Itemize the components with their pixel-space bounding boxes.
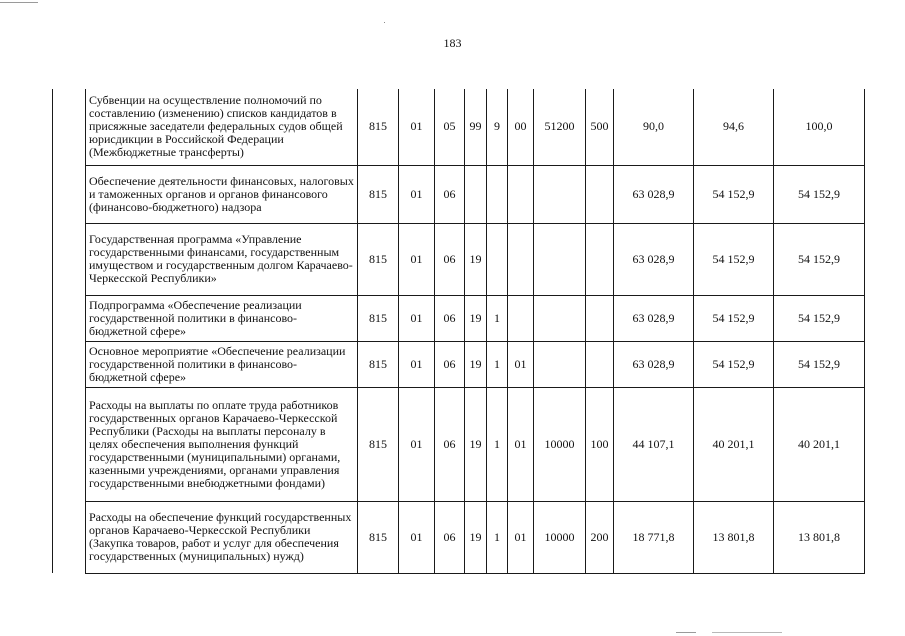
table-row <box>53 295 865 341</box>
subsection-code: 05 <box>435 89 465 165</box>
scan-artifact-top <box>0 2 38 3</box>
row-name: Подпрограмма «Обеспечение реализации государственной политики в финансово-бюджетной сфере» <box>86 295 358 341</box>
row-name: Расходы на обеспечение функций государственных органов Карачаево-Черкесской Республики (Закупка товаров, работ и услуг для обеспечения государственных (муниципальных) нужд) <box>86 501 358 573</box>
amount-year-3: 54 152,9 <box>774 341 865 387</box>
amount-year-1: 63 028,9 <box>614 223 694 295</box>
row-name: Субвенции на осуществление полномочий по составлению (изменению) списков кандидатов в присяжные заседатели федеральных судов общей юрисдикции в Российской Федерации (Межбюджетные трансферты) <box>86 89 358 165</box>
amount-year-3: 54 152,9 <box>774 295 865 341</box>
table-row <box>53 341 865 387</box>
event-code <box>508 165 534 223</box>
scan-artifact-bottom-left <box>676 632 696 633</box>
direction-code: 10000 <box>534 387 586 501</box>
event-code: 00 <box>508 89 534 165</box>
blank-cell <box>53 223 86 295</box>
amount-year-2: 54 152,9 <box>694 295 774 341</box>
expense-type-code <box>586 165 614 223</box>
direction-code <box>534 295 586 341</box>
event-code <box>508 223 534 295</box>
amount-year-3: 40 201,1 <box>774 387 865 501</box>
amount-year-2: 40 201,1 <box>694 387 774 501</box>
subsection-code: 06 <box>435 341 465 387</box>
amount-year-3: 13 801,8 <box>774 501 865 573</box>
expense-type-code: 500 <box>586 89 614 165</box>
section-code: 01 <box>399 89 435 165</box>
subsection-code: 06 <box>435 501 465 573</box>
subsection-code: 06 <box>435 165 465 223</box>
table-body <box>53 89 865 573</box>
blank-cell <box>53 387 86 501</box>
event-code: 01 <box>508 387 534 501</box>
ministry-code: 815 <box>358 341 399 387</box>
amount-year-3: 54 152,9 <box>774 223 865 295</box>
blank-cell <box>53 165 86 223</box>
ministry-code: 815 <box>358 501 399 573</box>
ministry-code: 815 <box>358 223 399 295</box>
program-code: 99 <box>465 89 487 165</box>
expense-type-code <box>586 223 614 295</box>
amount-year-2: 54 152,9 <box>694 341 774 387</box>
row-name: Государственная программа «Управление государственными финансами, государственным имуществом и государственным долгом Карачаево-Черкесской Республики» <box>86 223 358 295</box>
section-code: 01 <box>399 387 435 501</box>
table-row <box>53 165 865 223</box>
event-code <box>508 295 534 341</box>
amount-year-1: 18 771,8 <box>614 501 694 573</box>
amount-year-2: 94,6 <box>694 89 774 165</box>
amount-year-3: 100,0 <box>774 89 865 165</box>
amount-year-3: 54 152,9 <box>774 165 865 223</box>
table-row <box>53 89 865 165</box>
amount-year-2: 54 152,9 <box>694 223 774 295</box>
section-code: 01 <box>399 223 435 295</box>
subprogram-code: 1 <box>487 341 508 387</box>
budget-table <box>52 89 865 574</box>
program-code <box>465 165 487 223</box>
direction-code <box>534 165 586 223</box>
section-code: 01 <box>399 501 435 573</box>
event-code: 01 <box>508 501 534 573</box>
program-code: 19 <box>465 501 487 573</box>
amount-year-1: 63 028,9 <box>614 295 694 341</box>
subsection-code: 06 <box>435 223 465 295</box>
program-code: 19 <box>465 223 487 295</box>
direction-code: 51200 <box>534 89 586 165</box>
section-code: 01 <box>399 341 435 387</box>
subsection-code: 06 <box>435 295 465 341</box>
page-number: 183 <box>443 36 462 50</box>
subprogram-code: 1 <box>487 295 508 341</box>
row-name: Обеспечение деятельности финансовых, налоговых и таможенных органов и органов финансового (финансово-бюджетного) надзора <box>86 165 358 223</box>
subprogram-code: 1 <box>487 501 508 573</box>
expense-type-code <box>586 295 614 341</box>
blank-cell <box>53 295 86 341</box>
program-code: 19 <box>465 295 487 341</box>
row-name: Основное мероприятие «Обеспечение реализации государственной политики в финансово-бюджетной сфере» <box>86 341 358 387</box>
expense-type-code: 200 <box>586 501 614 573</box>
amount-year-2: 54 152,9 <box>694 165 774 223</box>
amount-year-1: 90,0 <box>614 89 694 165</box>
expense-type-code: 100 <box>586 387 614 501</box>
amount-year-1: 44 107,1 <box>614 387 694 501</box>
ministry-code: 815 <box>358 295 399 341</box>
scan-artifact-dot <box>384 22 385 23</box>
subprogram-code: 9 <box>487 89 508 165</box>
table-row <box>53 501 865 573</box>
direction-code <box>534 341 586 387</box>
program-code: 19 <box>465 341 487 387</box>
blank-cell <box>53 501 86 573</box>
blank-cell <box>53 89 86 165</box>
table-row <box>53 223 865 295</box>
section-code: 01 <box>399 295 435 341</box>
ministry-code: 815 <box>358 165 399 223</box>
amount-year-1: 63 028,9 <box>614 341 694 387</box>
section-code: 01 <box>399 165 435 223</box>
direction-code <box>534 223 586 295</box>
table-row <box>53 387 865 501</box>
subsection-code: 06 <box>435 387 465 501</box>
expense-type-code <box>586 341 614 387</box>
subprogram-code <box>487 165 508 223</box>
event-code: 01 <box>508 341 534 387</box>
program-code: 19 <box>465 387 487 501</box>
amount-year-1: 63 028,9 <box>614 165 694 223</box>
amount-year-2: 13 801,8 <box>694 501 774 573</box>
row-name: Расходы на выплаты по оплате труда работников государственных органов Карачаево-Черкесской Республики (Расходы на выплаты персоналу в целях обеспечения выполнения функций государственными (муниципальными) органами, казенными учреждениями, органами управления государственными внебюджетными фондами) <box>86 387 358 501</box>
blank-cell <box>53 341 86 387</box>
subprogram-code <box>487 223 508 295</box>
ministry-code: 815 <box>358 89 399 165</box>
ministry-code: 815 <box>358 387 399 501</box>
subprogram-code: 1 <box>487 387 508 501</box>
direction-code: 10000 <box>534 501 586 573</box>
scan-artifact-bottom-right <box>712 632 782 633</box>
